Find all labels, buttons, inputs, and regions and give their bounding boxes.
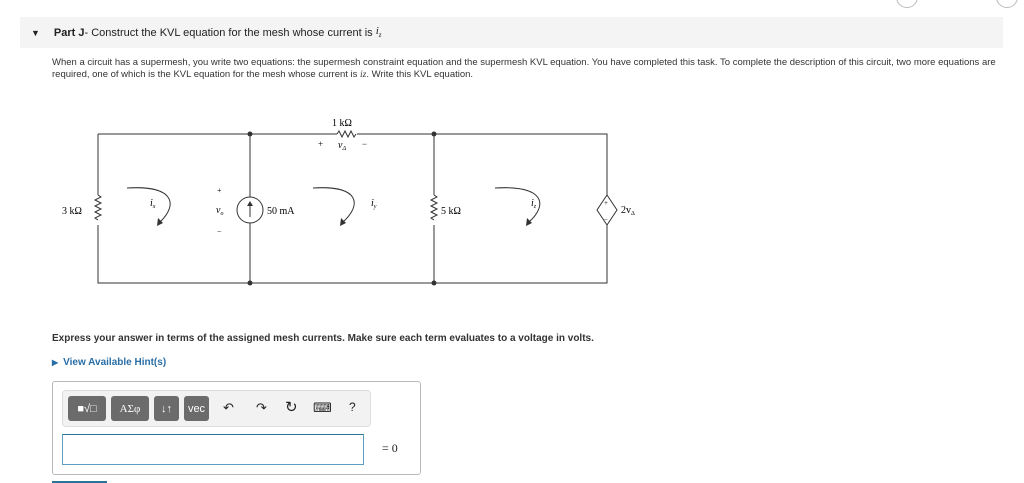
undo-icon[interactable]: ↶ <box>223 400 234 415</box>
svg-text:+: + <box>217 186 222 195</box>
svg-text:−: − <box>217 227 222 236</box>
svg-text:+: + <box>318 139 324 149</box>
label-50ma: 50 mA <box>267 206 295 217</box>
intro-text: When a circuit has a supermesh, you write two equations: the supermesh constraint equation and the supermesh KVL equation. You have completed this task. To complete the description of this circuit, two more equations are required, one of which is the KVL equation for the mesh whose current is iz. Write this KVL equation. <box>52 57 996 80</box>
label-vdelta: $v_\Delta$ <box>338 140 346 152</box>
resistor-1k <box>337 131 356 137</box>
keyboard-icon[interactable]: ⌨ <box>313 400 332 415</box>
greek-button[interactable]: ΑΣφ <box>111 396 149 421</box>
answer-input[interactable] <box>62 434 364 465</box>
label-3k: 3 kΩ <box>62 206 82 217</box>
label-5k: 5 kΩ <box>441 206 461 217</box>
redo-icon[interactable]: ↷ <box>256 400 267 415</box>
help-icon[interactable]: ? <box>349 400 356 414</box>
label-iy: $i_y$ <box>371 198 377 210</box>
resistor-3k <box>95 195 101 220</box>
label-1k: 1 kΩ <box>332 118 352 129</box>
svg-text:−: − <box>604 216 608 224</box>
equals-zero: = 0 <box>382 441 398 455</box>
vec-button[interactable]: vec <box>184 396 209 421</box>
label-vo: $v_o$ <box>216 205 224 217</box>
label-dep-source: $2v_\Delta$ <box>621 205 635 217</box>
label-iz: $i_z$ <box>531 198 537 210</box>
instructions: Express your answer in terms of the assigned mesh currents. Make sure each term evaluates to a voltage in volts. <box>52 333 594 344</box>
math-toolbar <box>62 390 371 427</box>
resistor-5k <box>431 195 437 220</box>
part-var: $i_z$ <box>375 25 382 40</box>
part-title: - Construct the KVL equation for the mesh whose current is <box>84 26 373 39</box>
svg-text:−: − <box>362 139 368 149</box>
arrows-button[interactable]: ↓↑ <box>154 396 179 421</box>
mesh-arrow-x <box>127 188 170 222</box>
templates-button[interactable]: ■√□ <box>68 396 106 421</box>
mesh-arrow-y <box>313 188 354 222</box>
part-label: Part J <box>53 26 85 39</box>
svg-text:+: + <box>604 199 608 207</box>
label-ix: $i_x$ <box>150 198 156 210</box>
collapse-triangle-icon[interactable]: ▼ <box>31 27 40 38</box>
reset-icon[interactable]: ↻ <box>285 399 298 416</box>
view-hints-link[interactable]: ▶ View Available Hint(s) <box>52 357 167 368</box>
expand-triangle-icon: ▶ <box>52 358 59 367</box>
